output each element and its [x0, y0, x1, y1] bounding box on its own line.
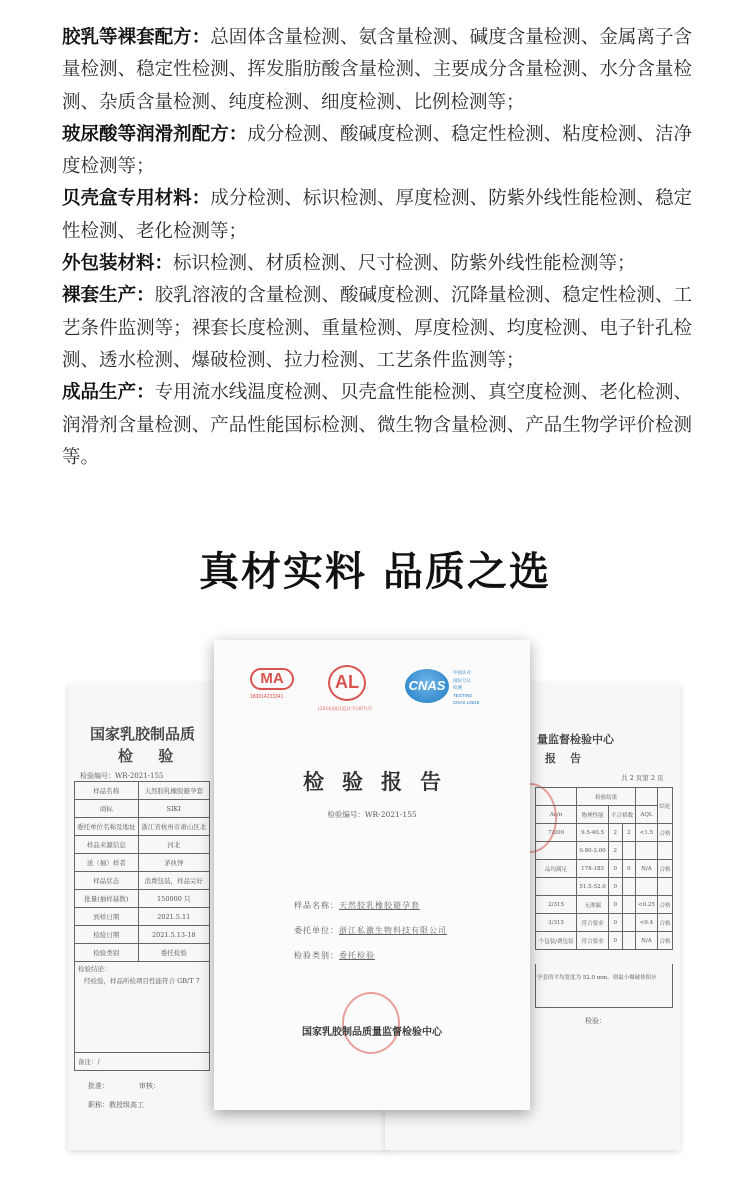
cell-label: 到样日期: [75, 908, 139, 926]
issuing-organization: 国家乳胶制品质量监督检验中心: [302, 1027, 442, 1038]
cell: 0: [622, 860, 636, 878]
cell: N/A: [636, 932, 658, 950]
cell: [622, 896, 636, 914]
table-row: [75, 890, 210, 908]
cnas-text: 中国认可 国际互认 检测 TESTING CNAS L0618: [453, 670, 480, 705]
header-cell: 检验结果: [577, 788, 636, 806]
page-indicator: 共 2 页第 2 页: [621, 774, 664, 782]
cell-label: 委托单位名称及地址: [75, 818, 139, 836]
cell: [536, 878, 577, 896]
cell: 2: [609, 842, 623, 860]
cell: 无渗漏: [577, 896, 609, 914]
checker-signature: 检验：: [585, 1017, 606, 1025]
cell: 符合要求: [577, 932, 609, 950]
cell: [622, 842, 636, 860]
cell-value: 浙江省杭州市萧山区北: [138, 818, 210, 836]
report-cover: [214, 640, 530, 1110]
test-results-table: [535, 787, 673, 950]
table-row: [536, 860, 673, 878]
cell-value: 茅执钟: [138, 854, 210, 872]
cell-value: 2021.5.11: [138, 908, 210, 926]
table-header: [536, 806, 673, 824]
doc-title: 量监督检验中心: [537, 733, 614, 746]
cell: 2/315: [536, 896, 577, 914]
conclusion-box: 检验结论： 经检验，样品所检项目性能符合 GB/T 7: [74, 961, 210, 1053]
doc-subtitle: 检 验: [118, 747, 184, 765]
cell: [657, 878, 672, 896]
report-title: 检验报告: [303, 769, 459, 794]
cell: 符合要求: [577, 914, 609, 932]
item-shell-box: 贝壳盒专用材料：成分检测、标识检测、厚度检测、防紫外线性能检测、稳定性检测、老化检测等；: [62, 188, 692, 242]
cal-logo-icon: AL: [328, 665, 366, 701]
doc-title: 国家乳胶制品质: [90, 725, 196, 743]
cell-label: 批量(抽样基数): [75, 890, 139, 908]
cell: [622, 932, 636, 950]
table-row: [536, 896, 673, 914]
cell: [622, 878, 636, 896]
field-sample-name: 样品名称：天然胶乳橡胶避孕套: [294, 901, 420, 910]
table-row: [75, 872, 210, 890]
cell: N/A: [636, 860, 658, 878]
cell: [657, 842, 672, 860]
table-header: [536, 788, 673, 806]
cell-label: 送（抽）样者: [75, 854, 139, 872]
table-row: [536, 914, 673, 932]
certification-logos: MA 180014233341 AL (2016)国认监认字(307)号 CNAS 中国认可 国际互认 检测 TESTING CNAS L0618: [250, 665, 500, 715]
table-row: [75, 782, 210, 800]
cell: 合格: [657, 860, 672, 878]
cell: [636, 878, 658, 896]
doc-subtitle: 报告: [545, 752, 595, 765]
header-cell: AQL: [636, 806, 658, 824]
signatures: 批准： 审核：: [88, 1082, 160, 1090]
cell: [536, 788, 577, 806]
cnas-logo-icon: CNAS: [405, 669, 449, 703]
cell-label: 样品状态: [75, 872, 139, 890]
table-row: [75, 854, 210, 872]
footnote: 孕套的平均宽度为 52.0 mm，则最小爆破体积应: [537, 975, 657, 981]
cell-label: 商标: [75, 800, 139, 818]
report-number: 检验编号：WR-2021-155: [80, 772, 164, 780]
cell: <0.4: [636, 914, 658, 932]
cell: [536, 842, 577, 860]
cell: 3/315: [536, 914, 577, 932]
field-client: 委托单位：浙江私激生物科技有限公司: [294, 926, 447, 935]
header-cell: 结论: [657, 788, 672, 824]
cell: [636, 842, 658, 860]
footnote-box: [535, 964, 673, 1008]
cell: 品均满足: [536, 860, 577, 878]
table-row: [75, 926, 210, 944]
cell-value: 天然胶乳橡胶避孕套: [138, 782, 210, 800]
cell: [636, 788, 658, 806]
cell: <0.25: [636, 896, 658, 914]
table-row: [75, 836, 210, 854]
header-cell: 不合格数: [609, 806, 636, 824]
cell-label: 样品名称: [75, 782, 139, 800]
cell: <1.5: [636, 824, 658, 842]
table-row: [75, 800, 210, 818]
sample-info-table: [74, 781, 210, 962]
cma-logo-icon: MA: [250, 668, 294, 690]
cell-value: 150000 只: [138, 890, 210, 908]
cell: 178-185: [577, 860, 609, 878]
cell: [622, 914, 636, 932]
cell: 0: [609, 914, 623, 932]
cell: 0: [609, 860, 623, 878]
cell-label: 检验日期: [75, 926, 139, 944]
field-test-type: 检验类别：委托检验: [294, 951, 375, 960]
testing-items-text: [62, 22, 692, 474]
cell-value: 河北: [138, 836, 210, 854]
post-title: 职称：教授级高工: [88, 1101, 144, 1109]
cell-label: 样品来源信息: [75, 836, 139, 854]
item-gel-formula: 胶乳等裸套配方：总固体含量检测、氨含量检测、碱度含量检测、金属离子含量检测、稳定性检测、挥发脂肪酸含量检测、主要成分含量检测、水分含量检测、杂质含量检测、纯度检测、细度检测、比例检测等；: [62, 27, 692, 113]
cell-label: 检验类别: [75, 944, 139, 962]
table-row: [75, 944, 210, 962]
item-lubricant-formula: 玻尿酸等润滑剂配方：成分检测、酸碱度检测、稳定性检测、粘度检测、洁净度检测等；: [62, 123, 692, 178]
cell: 2: [609, 824, 623, 842]
table-row: [75, 908, 210, 926]
section-headline: 真材实料 品质之选: [199, 549, 551, 595]
cell: 9.5-40.5: [577, 824, 609, 842]
table-row: [75, 818, 210, 836]
cell: 0: [609, 878, 623, 896]
table-row: [536, 878, 673, 896]
cell: 个包装/费包装: [536, 932, 577, 950]
cell: 7/200: [536, 824, 577, 842]
item-production: 裸套生产：胶乳溶液的含量检测、酸碱度检测、沉降量检测、稳定性检测、工艺条件监测等；裸套长度检测、重量检测、厚度检测、均度检测、电子针孔检测、透水检测、爆破检测、拉力检测、工艺条件监测等；: [62, 285, 692, 371]
cell: 2: [622, 824, 636, 842]
cell: 合格: [657, 914, 672, 932]
item-outer-package: 外包装材料：标识检测、材质检测、尺寸检测、防紫外线性能检测等；: [62, 253, 636, 275]
header-cell: Ac/n: [536, 806, 577, 824]
header-cell: 物理性能: [577, 806, 609, 824]
cell: 合格: [657, 824, 672, 842]
cell: 合格: [657, 932, 672, 950]
cell-value: 消费包装，样品完好: [138, 872, 210, 890]
cell: 0: [609, 932, 623, 950]
cell-value: 委托检验: [138, 944, 210, 962]
cell: 0: [609, 896, 623, 914]
cell: 51.5-52.0: [577, 878, 609, 896]
item-finished-product: 成品生产：专用流水线温度检测、贝壳盒性能检测、真空度检测、老化检测、润滑剂含量检测、产品性能国标检测、微生物含量检测、产品生物学评价检测等。: [62, 382, 692, 468]
cell: 0.80-2.00: [577, 842, 609, 860]
table-row: [536, 824, 673, 842]
cell-value: SIKI: [138, 800, 210, 818]
report-number: 检验编号：WR-2021-155: [327, 810, 417, 819]
remark: 备注：/: [74, 1053, 210, 1071]
cell-value: 2021.5.13-18: [138, 926, 210, 944]
table-row: [536, 842, 673, 860]
table-row: [536, 932, 673, 950]
cell: 合格: [657, 896, 672, 914]
